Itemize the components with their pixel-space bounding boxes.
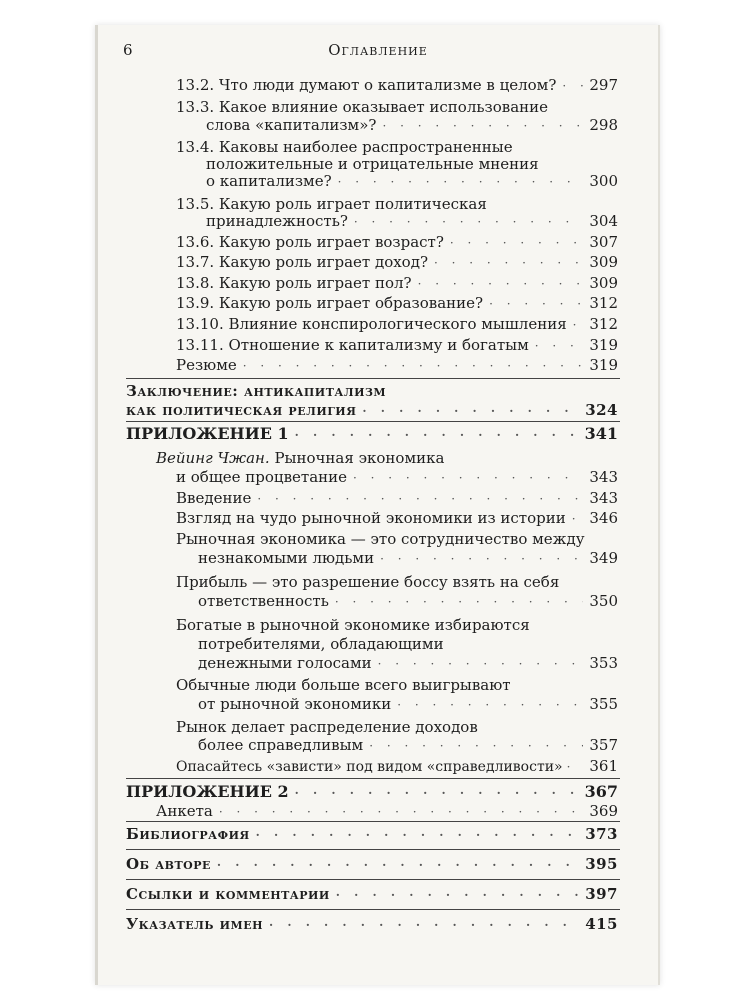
toc-entry-13-4-line1: 13.4. Каковы наиболее распространенные [176, 137, 513, 156]
toc-entry-13-3-line1: 13.3. Какое влияние оказывает использование [176, 98, 549, 117]
toc-entry-appendix-1[interactable]: ПРИЛОЖЕНИЕ 1 · · · 341 [126, 424, 618, 445]
section-divider [126, 909, 620, 910]
toc-entry-profit[interactable]: ответственность · · · 350 [198, 591, 618, 612]
toc-entry-13-10[interactable]: 13.10. Влияние конспирологического мышления · · · 312 [176, 314, 618, 335]
toc-entry-13-7[interactable]: 13.7. Какую роль играет доход? · · · 309 [176, 252, 618, 273]
toc-entry-rich[interactable]: денежными голосами · · · 353 [198, 653, 618, 674]
toc-entry-13-6[interactable]: 13.6. Какую роль играет возраст? · · · 307 [176, 232, 618, 253]
appendix-1-work-line1 [156, 448, 444, 468]
section-divider [126, 378, 620, 379]
toc-entry-cooperation-line1: Рыночная экономика — это сотрудничество между [176, 530, 585, 549]
appendix-1-work-title: Рыночная экономика [269, 449, 445, 468]
toc-entry-13-8[interactable]: 13.8. Какую роль играет пол? · · · 309 [176, 273, 618, 294]
toc-entry-13-2[interactable]: 13.2. Что люди думают о капитализме в целом? · · · 297 [176, 75, 618, 96]
section-divider [126, 821, 620, 822]
toc-entry-market-line1: Рынок делает распределение доходов [176, 717, 478, 736]
conclusion-line1: Заключение: антикапитализм [126, 382, 387, 401]
toc-entry-13-4[interactable]: о капитализме? · · · 300 [206, 171, 618, 192]
toc-entry-rich-line2: потребителями, обладающими [198, 635, 444, 653]
toc-entry-introduction[interactable]: Введение · · · 343 [176, 488, 618, 509]
toc-entry-market[interactable]: более справедливым · · · 357 [198, 735, 618, 756]
toc-entry-name-index[interactable]: Указатель имен · · · 415 [126, 914, 618, 935]
toc-entry-references[interactable]: Ссылки и комментарии · · · 397 [126, 884, 618, 905]
toc-entry-13-9[interactable]: 13.9. Какую роль играет образование? · · · 312 [176, 293, 618, 314]
section-divider [126, 879, 620, 880]
toc-entry-13-3[interactable]: слова «капитализм»? · · · 298 [206, 115, 618, 136]
toc-entry-13-5-line1: 13.5. Какую роль играет политическая [176, 194, 487, 213]
toc-entry-13-11[interactable]: 13.11. Отношение к капитализму и богатым · · · 319 [176, 335, 618, 356]
toc-entry-rich-line1: Богатые в рыночной экономике избираются [176, 616, 530, 635]
running-title: Оглавление [328, 41, 428, 59]
section-divider [126, 778, 620, 779]
toc-entry-13-5[interactable]: принадлежность? · · · 304 [206, 211, 618, 232]
toc-entry-history-view[interactable]: Взгляд на чудо рыночной экономики из истории · · · 346 [176, 508, 618, 529]
toc-entry-appendix-2[interactable]: ПРИЛОЖЕНИЕ 2 · · · 367 [126, 782, 618, 803]
toc-entry-ordinary-line1: Обычные люди больше всего выигрывают [176, 676, 511, 695]
toc-entry-conclusion[interactable]: как политическая религия · · · 324 [126, 400, 618, 421]
book-page [95, 25, 660, 985]
toc-entry-summary[interactable]: Резюме · · · 319 [176, 355, 618, 376]
toc-entry-about-author[interactable]: Об авторе · · · 395 [126, 854, 618, 875]
toc-entry-envy[interactable]: Опасайтесь «зависти» под видом «справедливости» · · · 361 [176, 756, 618, 777]
toc-entry-bibliography[interactable]: Библиография · · · 373 [126, 824, 618, 845]
toc-entry-ordinary[interactable]: от рыночной экономики · · · 355 [198, 694, 618, 715]
page-number: 6 [123, 41, 133, 59]
toc-entry-questionnaire[interactable]: Анкета · · · 369 [156, 801, 618, 822]
section-divider [126, 421, 620, 422]
toc-entry-profit-line1: Прибыль — это разрешение боссу взять на себя [176, 573, 560, 592]
section-divider [126, 849, 620, 850]
appendix-1-author: Вейинг Чжан. [156, 449, 270, 468]
toc-entry-13-4-line2: положительные и отрицательные мнения [206, 155, 539, 174]
toc-entry-appendix-1-work[interactable]: и общее процветание · · · 343 [176, 467, 618, 488]
toc-entry-cooperation[interactable]: незнакомыми людьми · · · 349 [198, 548, 618, 569]
